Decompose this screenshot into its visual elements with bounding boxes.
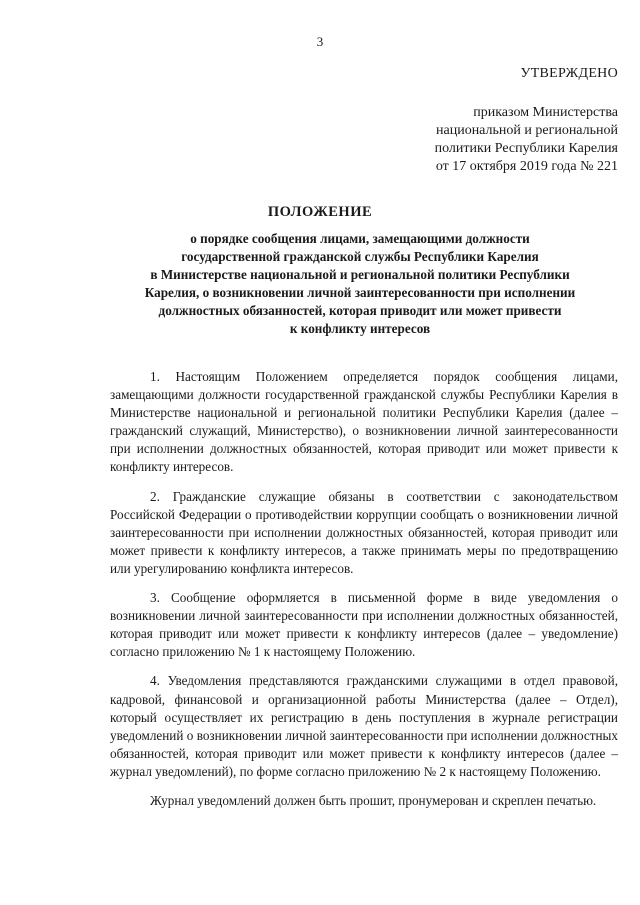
subtitle-line: Карелия, о возникновении личной заинтересованности при исполнении <box>144 285 576 300</box>
subtitle-line: о порядке сообщения лицами, замещающими должности <box>190 231 530 246</box>
paragraph-1: 1. Настоящим Положением определяется порядок сообщения лицами, замещающими должности государственной гражданской службы Республики Карелия в Министерстве национальной и региональной политики Республики Карелия (далее – гражданский служащий, Министерство), о возникновении личной заинтересованности при исполнении должностных обязанностей, которая приводит или может привести к конфликту интересов. <box>110 369 618 475</box>
approval-line: от 17 октября 2019 года № 221 <box>435 159 618 174</box>
subtitle-line: в Министерстве национальной и региональной политики Республики <box>150 267 570 282</box>
document-title: ПОЛОЖЕНИЕ <box>267 204 373 220</box>
approval-stamp: УТВЕРЖДЕНО <box>520 66 618 81</box>
subtitle-line: государственной гражданской службы Республики Карелия <box>181 249 539 264</box>
approval-block <box>378 65 618 176</box>
approval-line: политики Республики Карелия <box>434 141 618 156</box>
approval-line: приказом Министерства <box>473 105 618 120</box>
approval-line: национальной и региональной <box>436 123 618 138</box>
document-subtitle <box>110 230 610 338</box>
paragraph-5: Журнал уведомлений должен быть прошит, пронумерован и скреплен печатью. <box>150 792 597 808</box>
page-number: 3 <box>316 34 324 49</box>
subtitle-line: должностных обязанностей, которая приводит или может привести <box>158 303 562 318</box>
paragraph-3: 3. Сообщение оформляется в письменной форме в виде уведомления о возникновении личной заинтересованности при исполнении должностных обязанностей, которая приводит или может привести к конфликту интересов (далее – уведомление) согласно приложению № 1 к настоящему Положению. <box>110 590 618 660</box>
subtitle-line: к конфликту интересов <box>289 321 431 336</box>
document-body <box>110 368 618 821</box>
paragraph-4: 4. Уведомления представляются гражданскими служащими в отдел правовой, кадровой, финансовой и организационной работы Министерства (далее – Отдел), который осуществляет их регистрацию в день поступления в журнале регистрации уведомлений о возникновении личной заинтересованности при исполнении должностных обязанностей, которая приводит или может привести к конфликту интересов (далее – журнал уведомлений), по форме согласно приложению № 2 к настоящему Положению. <box>110 673 618 779</box>
paragraph-2: 2. Гражданские служащие обязаны в соответствии с законодательством Российской Федерации о противодействии коррупции сообщать о возникновении личной заинтересованности при исполнении должностных обязанностей, которая приводит или может привести к конфликту интересов, а также принимать меры по предотвращению или урегулированию конфликта интересов. <box>110 488 618 576</box>
